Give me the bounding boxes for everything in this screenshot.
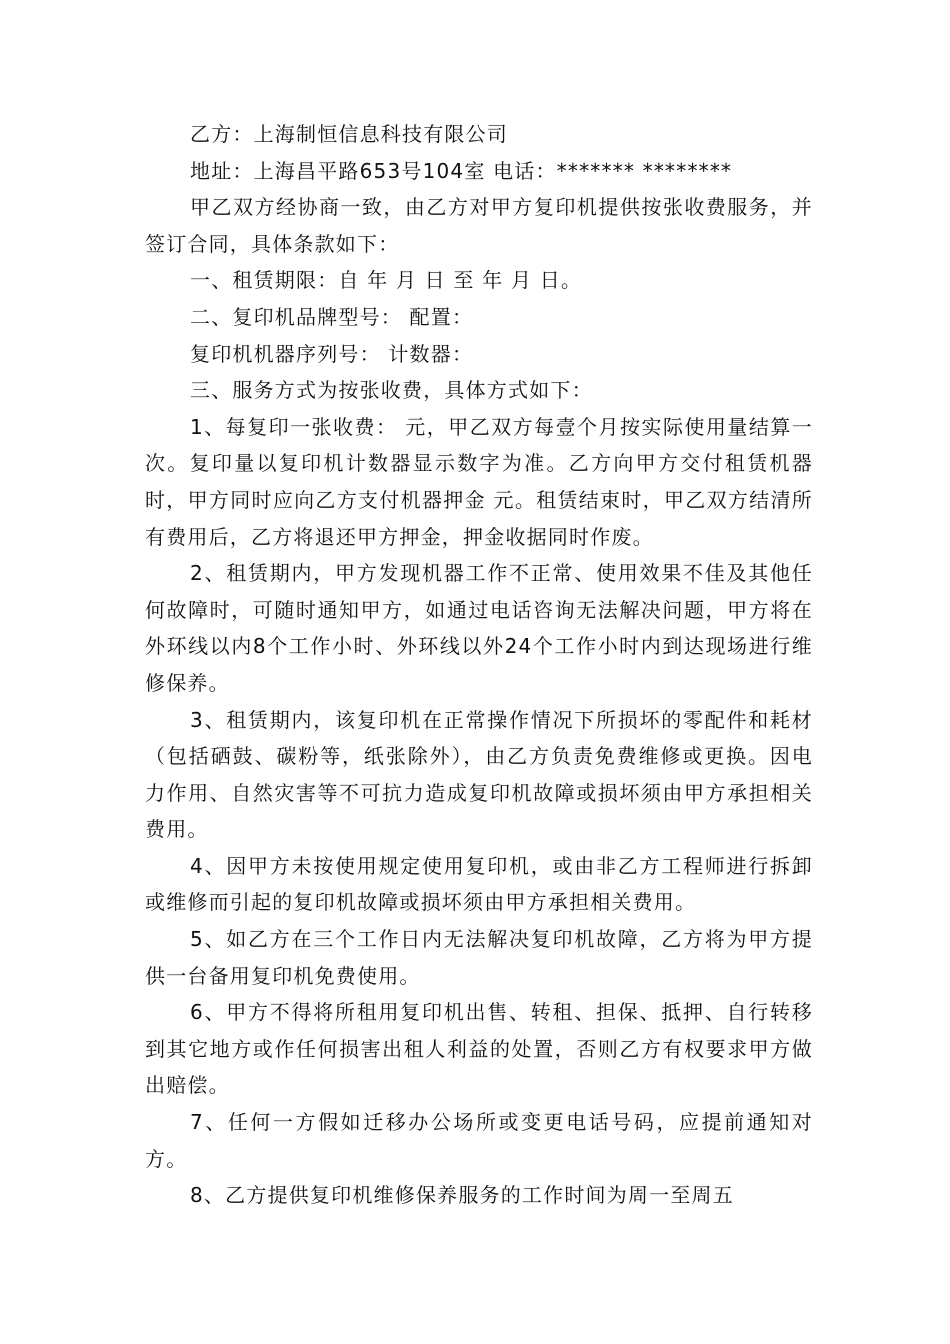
item-8-paragraph: 8、乙方提供复印机维修保养服务的工作时间为周一至周五: [190, 1183, 734, 1208]
party-b-line: 乙方：上海制恒信息科技有限公司: [190, 122, 508, 146]
item-7-paragraph: 7、任何一方假如迁移办公场所或变更电话号码，应提前通知对方。: [145, 1110, 813, 1171]
address-phone-line: 地址：上海昌平路653号104室 电话：******* ********: [190, 158, 733, 183]
clause-copier-model: 二、复印机品牌型号： 配置：: [190, 304, 474, 329]
contract-body: [145, 116, 813, 1214]
clause-serial-counter: 复印机机器序列号： 计数器：: [190, 341, 474, 366]
item-2-paragraph: 2、租赁期内，甲方发现机器工作不正常、使用效果不佳及其他任何故障时，可随时通知甲方，如通过电话咨询无法解决问题，甲方将在外环线以内8个工作小时、外环线以外24个工作小时内到达现场进行维修保养。: [145, 561, 813, 695]
preamble-paragraph: 甲乙双方经协商一致，由乙方对甲方复印机提供按张收费服务，并签订合同，具体条款如下：: [145, 195, 813, 256]
item-4-paragraph: 4、因甲方未按使用规定使用复印机，或由非乙方工程师进行拆卸或维修而引起的复印机故障或损坏须由甲方承担相关费用。: [145, 853, 813, 915]
clause-lease-term: 一、租赁期限：自 年 月 日 至 年 月 日。: [190, 268, 583, 293]
item-1-paragraph: 1、每复印一张收费： 元，甲乙双方每壹个月按实际使用量结算一次。复印量以复印机计数器显示数字为准。乙方向甲方交付租赁机器时，甲方同时应向乙方支付机器押金 元。租赁结束时，甲乙双方结清所有费用后，乙方将退还甲方押金，押金收据同时作废。: [145, 414, 813, 549]
item-3-paragraph: 3、租赁期内，该复印机在正常操作情况下所损坏的零配件和耗材（包括硒鼓、碳粉等，纸张除外），由乙方负责免费维修或更换。因电力作用、自然灾害等不可抗力造成复印机故障或损坏须由甲方承担相关费用。: [145, 707, 813, 842]
item-6-paragraph: 6、甲方不得将所租用复印机出售、转租、担保、抵押、自行转移到其它地方或作任何损害出租人利益的处置，否则乙方有权要求甲方做出赔偿。: [145, 1000, 813, 1098]
clause-service-method: 三、服务方式为按张收费，具体方式如下：: [190, 378, 593, 403]
item-5-paragraph: 5、如乙方在三个工作日内无法解决复印机故障，乙方将为甲方提供一台备用复印机免费使用。: [145, 927, 813, 988]
